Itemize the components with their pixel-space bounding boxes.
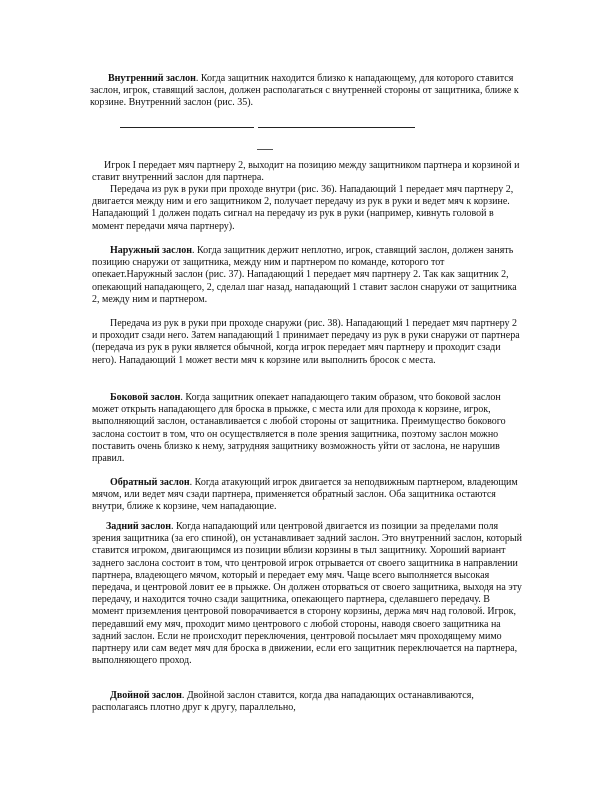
paragraph-double-screen: [92, 690, 522, 714]
figure-rule-left: [120, 127, 254, 128]
paragraph-text: Игрок I передает мяч партнеру 2, выходит на позицию между защитником партнера и корзиной и ставит внутренний заслон для партнера.: [92, 160, 520, 184]
heading-back-screen: Задний заслон: [106, 521, 171, 532]
paragraph-side-screen: [92, 392, 522, 465]
paragraph-text: . Когда защитник находится близко к нападающему, для которого ставится заслон, игрок, ставящий заслон, должен располагаться с внутренней стороны от защитника, ближе к корзине. Внутренний заслон (рис. 35).: [90, 73, 519, 109]
paragraph-reverse-screen: [92, 477, 522, 514]
paragraph-hand-off-inside: [92, 184, 522, 233]
paragraph-text: . Когда защитник опекает нападающего таким образом, что боковой заслон может открыть нападающего для броска в прыжке, с места или для прохода к корзине, игрок, выполняющий заслон, останавливается с любой стороны от защитника. Преимущество бокового заслона состоит в том, что он осуществляется в поле зрения защитника, поэтому заслон можно поставить очень близко к нему, затрудняя защитнику возможность уйти от заслона, не нарушив правил.: [92, 392, 506, 465]
paragraph-player-passes: [92, 160, 522, 184]
paragraph-hand-off-outside: [92, 318, 522, 367]
paragraph-text: . Когда атакующий игрок двигается за неподвижным партнером, владеющим мячом, или ведет мяч сзади партнера, применяется обратный заслон. Оба защитника остаются внутри, ближе к корзине, чем нападающие.: [92, 477, 518, 513]
heading-reverse-screen: Обратный заслон: [110, 477, 190, 488]
paragraph-text: . Двойной заслон ставится, когда два нападающих останавливаются, располагаясь плотно друг к другу, параллельно,: [92, 690, 474, 714]
figure-dash: [257, 149, 273, 150]
heading-double-screen: Двойной заслон: [110, 690, 182, 701]
paragraph-text: . Когда защитник держит неплотно, игрок, ставящий заслон, должен занять позицию снаружи от защитника, между ним и партнером по команде, которого тот опекает.Наружный заслон (рис. 37). Нападающий 1 передает мяч партнеру 2. Так как защитник 2, опекающий нападающего, 2, сделал шаг назад, нападающий 1 ставит заслон снаружи от защитника 2, между ним и партнером.: [92, 245, 517, 305]
heading-outer-screen: Наружный заслон: [110, 245, 192, 256]
paragraph-text: Передача из рук в руки при проходе снаружи (рис. 38). Нападающий 1 передает мяч партнеру 2 и проходит сзади него. Затем нападающий 1 принимает передачу из рук в руки снаружи от партнера (передача из рук в руки является обычной, когда игрок передает мяч партнеру и проходит сзади него). Нападающий 1 может вести мяч к корзине или выполнить бросок с места.: [92, 318, 520, 366]
heading-inner-screen: Внутренний заслон: [108, 73, 196, 84]
paragraph-text: Передача из рук в руки при проходе внутри (рис. 36). Нападающий 1 передает мяч партнеру 2, двигается между ним и его защитником 2, получает передачу из рук в руки и ведет мяч к корзине. Нападающий 1 должен подать сигнал на передачу из рук в руки (например, кивнуть головой в момент передачи мяча партнеру).: [92, 184, 514, 232]
paragraph-outer-screen: [92, 245, 522, 306]
paragraph-text: . Когда нападающий или центровой двигается из позиции за пределами поля зрения защитника (за его спиной), он устанавливает задний заслон. Это внутренний заслон, который ставится игроком, двигающимся из позиции вблизи корзины в тыл защитнику. Хороший вариант заднего заслона состоит в том, что центровой игрок отрывается от своего защитника в направлении партнера, владеющего мячом, который и передает ему мяч. Чаще всего выполняется высокая передача, и центровой ловит ее в прыжке. Он должен оторваться от своего защитника, выходя на эту передачу, и находится точно сзади защитника, опекающего партнера, сделавшего передачу. В момент приземления центровой поворачивается в сторону корзины, держа мяч над головой. Игрок, передавший ему мяч, проходит мимо центрового с любой стороны, наводя своего защитника на задний заслон. Если не происходит переключения, центровой посылает мяч проходящему мимо партнеру или сам ведет мяч для броска в движении, если его защитник переключается на партнера, выполняющего проход.: [92, 521, 522, 667]
heading-side-screen: Боковой заслон: [110, 392, 181, 403]
paragraph-back-screen: [92, 521, 522, 667]
figure-rule-right: [258, 127, 415, 128]
paragraph-inner-screen: [90, 73, 520, 110]
